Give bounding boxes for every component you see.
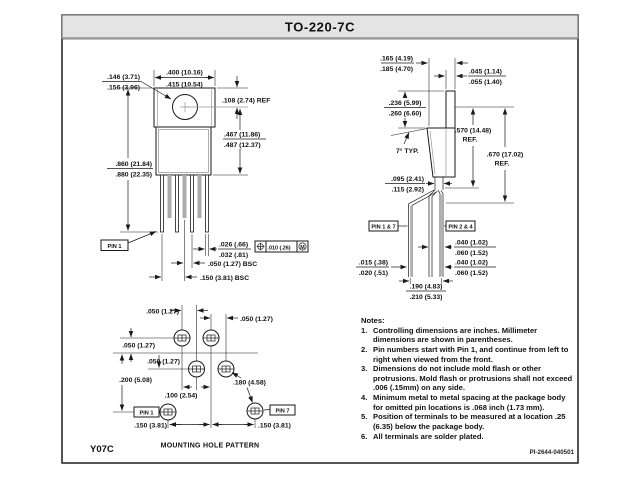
position-tolerance-frame	[255, 241, 308, 252]
dim-right150: .150 (3.81)	[258, 422, 291, 430]
dim-pitch-large: .150 (3.81) BSC	[200, 274, 250, 282]
note-item: 1. Controlling dimensions are inches. Millimeter dimensions are shown in parentheses.	[361, 325, 538, 345]
dim-pin-width-min: .026 (.66)	[219, 241, 249, 249]
dim-offset-l2: .050 (1.27)	[147, 358, 180, 366]
dim-left150: .150 (3.81)	[134, 422, 167, 430]
dim-tab-thickness-max: .055 (1.40)	[469, 79, 502, 86]
dim-hole-dia: .180 (4.58)	[233, 379, 266, 387]
dim-body-height-max: .467 (11.86)	[224, 131, 261, 139]
pin1-callout: PIN 1	[107, 243, 122, 250]
dim-pitch-small: .050 (1.27) BSC	[208, 260, 258, 268]
dim-depth-max: .185 (4.70)	[380, 66, 413, 73]
dim-ref570-suffix: REF.	[462, 136, 478, 144]
pins-front-callout: PIN 1 & 7	[371, 224, 396, 231]
dim-hole-dia-min: .156 (3.96)	[107, 84, 140, 92]
tolerance-value: .010 (.26)	[267, 245, 291, 252]
dim-draft-angle: 7° TYP.	[396, 148, 419, 155]
dim-depth: .200 (5.08)	[119, 377, 152, 384]
notes-block	[361, 316, 573, 441]
mmc-letter: M	[300, 244, 305, 251]
mount-caption: MOUNTING HOLE PATTERN	[160, 442, 260, 450]
page-title: TO-220-7C	[284, 19, 356, 35]
dim-pitch: .100 (2.54)	[164, 392, 198, 400]
dim-spread-max: .210 (5.33)	[409, 294, 443, 301]
dim-lead-a-max: .060 (1.52)	[455, 250, 488, 257]
dim-overall-height-min: .880 (22.35)	[115, 171, 152, 179]
title-bar-shadow	[63, 37, 577, 39]
back-pin	[183, 175, 187, 218]
dim-overall-height-max: .860 (21.84)	[115, 161, 152, 168]
note-item: 4. Minimum metal to metal spacing at the package body for omitted pin locations is .068 inch (1.73 mm).	[361, 393, 566, 412]
notes-heading: Notes:	[361, 316, 385, 325]
front-body	[156, 127, 211, 175]
dim-lead-b-min: .040 (1.02)	[455, 259, 488, 267]
back-pin	[168, 175, 172, 218]
dim-ref570: .570 (14.48)	[454, 127, 492, 135]
dim-spread-min: .190 (4.83)	[409, 283, 443, 291]
back-pin	[198, 175, 202, 218]
dim-pin-width-max: .032 (.81)	[219, 252, 249, 259]
dim-upper-max: .260 (6.60)	[388, 110, 422, 118]
dim-hole-dia-max: .146 (3.71)	[107, 74, 140, 81]
dim-lead-b-max: .060 (1.52)	[455, 270, 488, 277]
dim-offset-l1: .050 (1.27)	[122, 342, 155, 350]
dim-tab-thickness-min: .045 (1.14)	[469, 68, 502, 76]
mount-pin7-label: PIN 7	[275, 408, 290, 415]
note-item: 3. Dimensions do not include mold flash or other protrusions. Mold flash or protrusions shall not exceed .006 (.15mm) on any side.	[361, 364, 573, 393]
pins-back-callout: PIN 2 & 4	[448, 224, 473, 231]
mount-pin1-label: PIN 1	[139, 410, 154, 417]
dim-body-height-min: .487 (12.37)	[224, 142, 261, 149]
dim-depth-min: .165 (4.19)	[380, 55, 413, 63]
dim-ref670-suffix: REF.	[494, 160, 510, 168]
note-item: 2. Pin numbers start with Pin 1, and continue from left to right when viewed from the front.	[361, 344, 569, 364]
dim-front-width-max: .400 (10.16)	[166, 69, 203, 77]
doc-number: PI-2644-040501	[529, 449, 574, 456]
dim-offset-tr: .050 (1.27)	[240, 316, 273, 323]
dim-tab-ref: .108 (2.74) REF	[222, 97, 271, 105]
dim-neck-max: .115 (2.92)	[391, 186, 424, 194]
dim-front-width-min: .415 (10.54)	[166, 81, 203, 89]
package-code: Y07C	[90, 444, 114, 455]
dim-ref670: .670 (17.02)	[486, 151, 524, 159]
dim-lead-thk-max: .020 (.51)	[358, 270, 388, 277]
dim-lead-thk-min: .015 (.38)	[358, 259, 388, 267]
dim-lead-a-min: .040 (1.02)	[455, 239, 488, 247]
note-item: 6. All terminals are solder plated.	[361, 431, 484, 441]
note-item: 5. Position of terminals to be measured at a location .25 (6.35) below the package body.	[361, 412, 566, 432]
dim-neck-min: .095 (2.41)	[391, 176, 424, 183]
dim-offset-tl: .050 (1.27)	[146, 308, 179, 316]
dim-upper-min: .236 (5.99)	[388, 100, 422, 107]
side-tab	[446, 91, 455, 128]
